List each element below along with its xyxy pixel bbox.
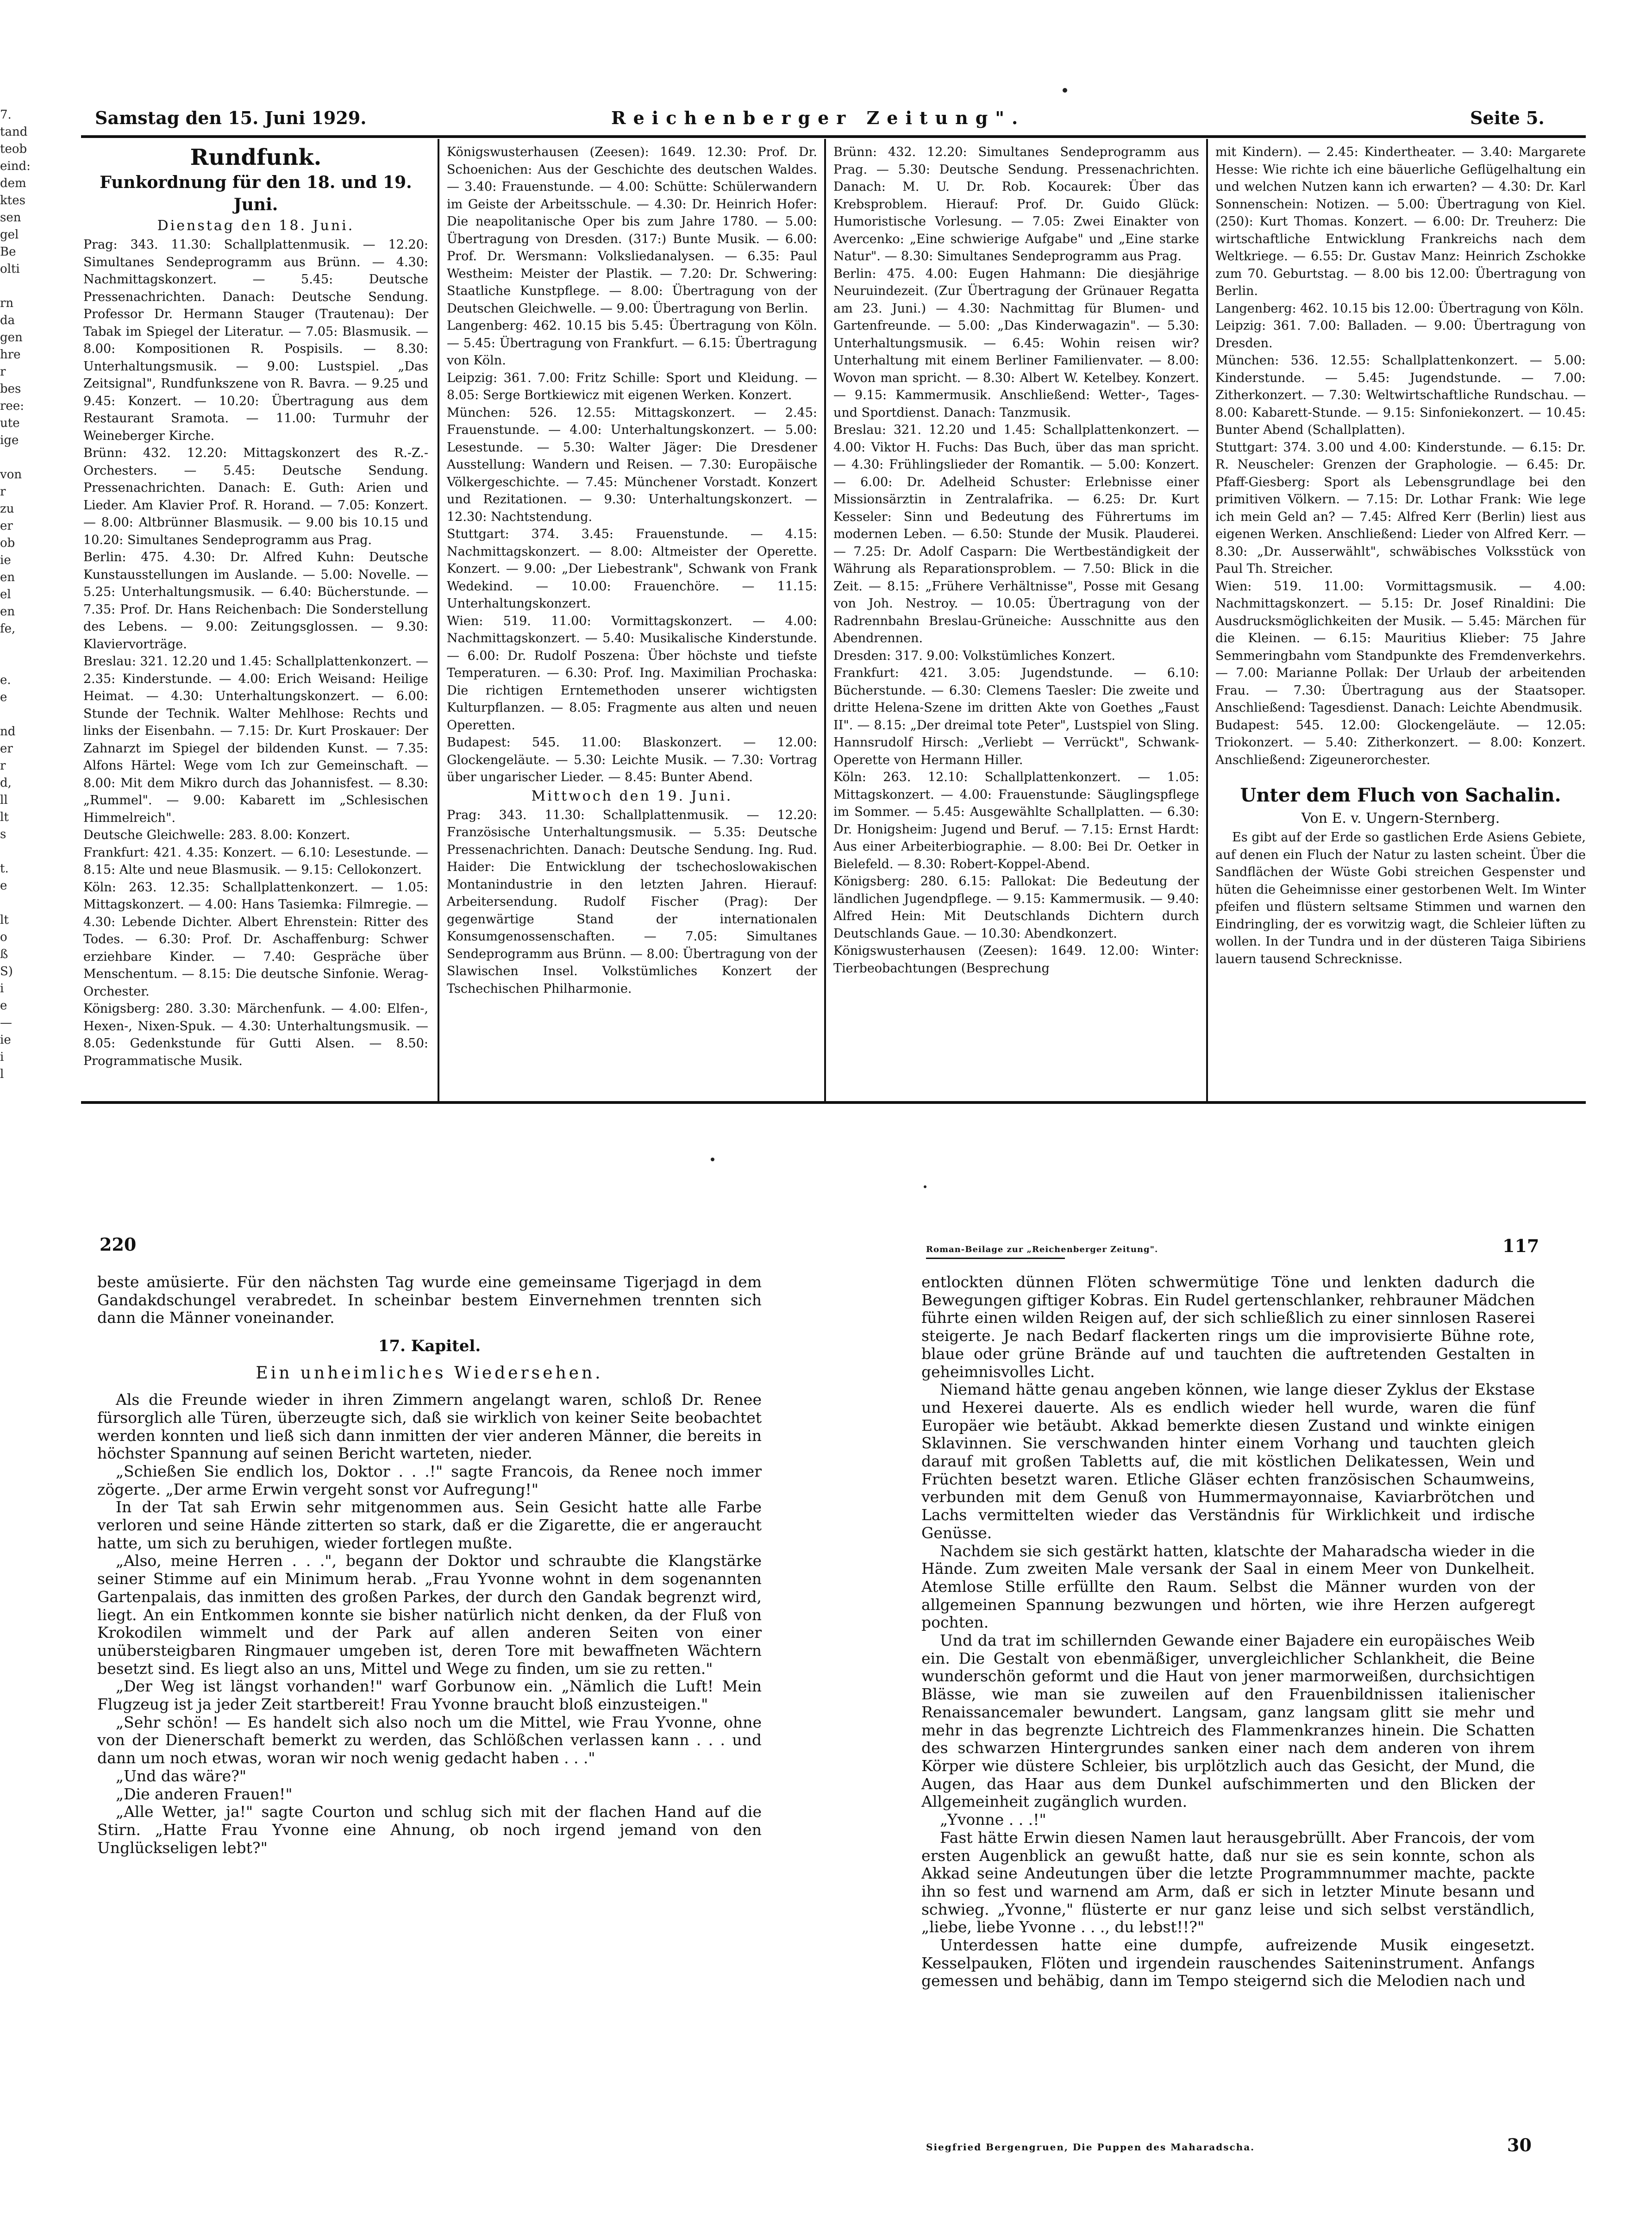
story-title: Unter dem Fluch von Sachalin. xyxy=(1240,784,1561,806)
listing-dresden-wed: Dresden: 317. 9.00: Volkstümliches Konzert. xyxy=(833,648,1116,663)
header-rule xyxy=(81,135,1586,138)
edge-fragment: ie xyxy=(0,1033,11,1047)
story-text: Es gibt auf der Erde so gastlichen Erde Asiens Gebiete, auf denen ein Fluch der Natur zu lasten scheint. Über die Sandflächen der Wüste Gobi streichen Gespenster und hüten die Geheimnisse einer gestorbenen Welt. Im Winter pfeifen und flüstern seltsame Stimmen und warnen den Eindringling, der es vorwitzig wagt, die Schleier lüften zu wollen. In der Tundra und in der düsteren Taiga Sibiriens lauern tausend Schrecknisse. xyxy=(1215,830,1586,966)
listing-berlin: Berlin: 475. 4.30: Dr. Alfred Kuhn: Deutsche Kunstausstellungen im Auslande. — 5.00: Novelle. — 5.25: Unterhaltungsmusik. — 6.40: Bücherstunde. — 7.35: Prof. Dr. Hans Reichenbach: Die Sonderstellung des Lebens. — 9.00: Zeitungsglossen. — 9.30: Klaviervorträge. xyxy=(83,550,428,651)
edge-fragment: ll xyxy=(0,793,8,807)
listing-langenberg: Langenberg: 462. 10.15 bis 5.45: Übertragung von Köln. — 5.45: Übertragung von Frankfurt. — 6.15: Übertragung von Köln. xyxy=(447,319,817,368)
column-divider-1 xyxy=(438,139,439,1101)
edge-fragment: teob xyxy=(0,142,27,156)
edge-fragment: lt xyxy=(0,913,9,927)
edge-fragment: er xyxy=(0,519,13,533)
listing-bruenn-wed: Brünn: 432. 12.20: Simultanes Sendeprogramm aus Prag. — 5.30: Deutsche Sendung. Pressenachrichten. Danach: M. U. Dr. Rob. Kocaurek: Über das Krebsproblem. Hierauf: Prof. Dr. Guido Glück: Humoristische Vorlesung. — 7.05: Zwei Einakter von Avercenko: „Eine schwierige Aufgabe" und „Eine starke Natur". — 8.30: Simultanes Sendeprogramm aus Prag. xyxy=(833,145,1199,263)
edge-fragment: tand xyxy=(0,125,28,139)
novel-left-column xyxy=(97,1273,762,2199)
novel-paragraph: entlockten dünnen Flöten schwermütige Töne und lenkten dadurch die Bewegungen giftiger Kobras. Ein Rudel gertenschlanker, rehbrauner Mädchen führte einen wilden Reigen auf, der sich schließlich zu einer sinnlosen Raserei steigerte. Je nach Bedarf flackerten rings um die improvisierte Bühne rote, blaue oder grüne Brände auf und tauchten die auftretenden Gestalten in geheimnisvolles Licht. xyxy=(921,1273,1535,1381)
edge-fragment: ute xyxy=(0,416,20,430)
edge-fragment xyxy=(0,655,11,672)
edge-fragment: rn xyxy=(0,296,14,310)
listing-frankfurt-wed: Frankfurt: 421. 3.05: Jugendstunde. — 6.10: Bücherstunde. — 6.30: Clemens Taesler: Die zweite und dritte Helena-Szene im dritten Akte von Goethes „Faust II". — 8.15: „Der dreimal tote Peter", Lustspiel von Sling. Hannsrudolf Hirsch: „Verliebt — Verrückt", Schwank-Operette von Hermann Hiller. xyxy=(833,666,1199,767)
edge-fragment: r xyxy=(0,759,6,773)
novel-left-page-number: 220 xyxy=(100,1234,137,1255)
edge-fragment: s xyxy=(0,827,6,841)
edge-fragment: — xyxy=(0,1016,12,1030)
novel-paragraph: beste amüsierte. Für den nächsten Tag wurde eine gemeinsame Tigerjagd in dem Gandakdschungel verabredet. In scheinbar bestem Einvernehmen trennten sich dann die Männer voneinander. xyxy=(97,1273,762,1327)
edge-fragment: e xyxy=(0,999,7,1013)
edge-fragment: gel xyxy=(0,228,19,242)
novel-right-page-number: 117 xyxy=(1502,1235,1539,1256)
novel-paragraph: Fast hätte Erwin diesen Namen laut herausgebrüllt. Aber Francois, der vom ersten Augenblick an gewußt hatte, daß nur sie es sein konnte, schon als Akkad seine Andeutungen über die letzte Programmnummer machte, packte ihn so fest und warnend am Arm, daß er sich in letzter Minute besann und schwieg. „Yvonne," flüsterte er nur ganz leise und sich selbst verständlich, „liebe, liebe Yvonne . . ., du lebst!!?" xyxy=(921,1828,1535,1936)
masthead: Reichenberger Zeitung". xyxy=(611,107,1026,128)
listing-leipzig: Leipzig: 361. 7.00: Fritz Schille: Sport und Kleidung. — 8.05: Serge Bortkiewicz mit eigenen Werken. Konzert. xyxy=(447,370,817,402)
column-divider-3 xyxy=(1206,139,1208,1101)
day-heading-wednesday: Mittwoch den 19. Juni. xyxy=(531,788,733,804)
edge-fragment: en xyxy=(0,605,15,619)
edge-fragment: S) xyxy=(0,965,13,978)
listing-koeln: Köln: 263. 12.35: Schallplattenkonzert. — 1.05: Mittagskonzert. — 4.00: Hans Tasiemka: Filmregie. — 4.30: Lebende Dichter. Albert Ehrenstein: Ritter des Todes. — 6.30: Prof. Dr. Aschaffenburg: Schwer erziehbare Kinder. — 7.40: Gespräche über Menschentum. — 8.15: Die deutsche Sinfonie. Werag-Orchester. xyxy=(83,880,428,999)
edge-fragment: ree: xyxy=(0,399,24,413)
day-heading-tuesday: Dienstag den 18. Juni. xyxy=(157,218,355,234)
edge-fragment: i xyxy=(0,982,4,996)
story-author: Von E. v. Ungern-Sternberg. xyxy=(1301,810,1500,827)
rundfunk-column-1 xyxy=(83,144,428,1100)
rundfunk-subtitle: Funkordnung für den 18. und 19. Juni. xyxy=(100,173,412,214)
page-number-top: Seite 5. xyxy=(1470,107,1545,128)
edge-fragment: olti xyxy=(0,262,20,276)
listing-frankfurt: Frankfurt: 421. 4.35: Konzert. — 6.10: Lesestunde. — 8.15: Alte und neue Blasmusik. — 9.15: Cellokonzert. xyxy=(83,845,428,877)
listing-wien: Wien: 519. 11.00: Vormittagskonzert. — 4.00: Nachmittagskonzert. — 5.40: Musikalische Kinderstunde. — 6.00: Dr. Rudolf Poszena: Über höchste und tiefste Temperaturen. — 6.30: Prof. Ing. Maximilian Prochaska: Die richtigen Erntemethoden unserer wichtigsten Kulturpflanzen. — 8.05: Fragmente aus alten und neuen Operetten. xyxy=(447,614,817,733)
chapter-number: 17. Kapitel. xyxy=(378,1337,481,1356)
listing-muenchen-wed: München: 536. 12.55: Schallplattenkonzert. — 5.00: Kinderstunde. — 5.45: Jugendstunde. — 7.00: Zitherkonzert. — 7.30: Weltwirtschaftliche Rundschau. — 8.00: Kabarett-Stunde. — 9.15: Sinfoniekonzert. — 10.45: Bunter Abend (Schallplatten). xyxy=(1215,353,1586,437)
print-speck xyxy=(711,1158,714,1161)
novel-footer-credit: Siegfried Bergengruen, Die Puppen des Maharadscha. xyxy=(926,2142,1255,2153)
edge-fragment: er xyxy=(0,742,13,756)
adjacent-page-edge xyxy=(0,106,31,1083)
edge-fragment: i xyxy=(0,1050,4,1064)
listing-budapest-wed: Budapest: 545. 12.00: Glockengeläute. — 12.05: Triokonzert. — 5.40: Zitherkonzert. — 8.00: Konzert. Anschließend: Zigeunerorchester. xyxy=(1215,718,1586,767)
novel-right-column xyxy=(921,1273,1535,2130)
novel-paragraph: „Schießen Sie endlich los, Doktor . . .!" sagte Francois, da Renee noch immer zögerte. „Der arme Erwin vergeht sonst vor Aufregung!" xyxy=(97,1462,762,1498)
edge-fragment xyxy=(0,843,11,860)
edge-fragment: Be xyxy=(0,245,16,259)
edge-fragment: en xyxy=(0,570,15,584)
edge-fragment: ige xyxy=(0,433,19,447)
novel-paragraph: Niemand hätte genau angeben können, wie lange dieser Zyklus der Ekstase und Hexerei dauerte. Als es endlich wieder hell wurde, waren die fünf Europäer wie betäubt. Akkad bemerkte diesen Zustand und winkte einigen Sklavinnen. Sie verschwanden hinter einem Vorhang und tauchten gleich darauf mit großen Tabletts auf, die mit köstlichen Delikatessen, Wein und Früchten besetzt waren. Etliche Gläser echten französischen Schaumweins, verbunden mit dem Genuß von Hummermayonnaise, Kaviarbrötchen und Lachs vermittelten wieder das Verständnis für Wirklichkeit und irdische Genüsse. xyxy=(921,1380,1535,1542)
edge-fragment: gen xyxy=(0,331,23,344)
edge-fragment: ob xyxy=(0,536,15,550)
edge-fragment xyxy=(0,706,11,723)
supplement-header-rule xyxy=(926,1258,1065,1259)
listing-wien-wed: Wien: 519. 11.00: Vormittagsmusik. — 4.00: Nachmittagskonzert. — 5.15: Dr. Josef Rinaldini: Die Ausdrucksmöglichkeiten der Musik. — 5.45: Märchen für die Kleinen. — 6.15: Mauritius Klieber: 75 Jahre Semmeringbahn vom Standpunkte des Fremdenverkehrs. — 7.00: Marianne Pollak: Der Urlaub der arbeitenden Frau. — 7.30: Übertragung aus der Staatsoper. Anschließend: Tagesdienst. Danach: Leichte Abendmusik. xyxy=(1215,579,1586,715)
novel-paragraph: „Der Weg ist längst vorhanden!" warf Gorbunow ein. „Nämlich die Luft! Mein Flugzeug ist ja jeder Zeit startbereit! Frau Yvonne braucht bloß einzusteigen." xyxy=(97,1677,762,1714)
rundfunk-column-4 xyxy=(1215,144,1586,1100)
listing-koenigswusterhausen-wed: Königswusterhausen (Zeesen): 1649. 12.00: Winter: Tierbeobachtungen (Besprechung xyxy=(833,944,1199,976)
edge-fragment: o xyxy=(0,930,7,944)
edge-fragment: d, xyxy=(0,776,12,790)
edge-fragment: e xyxy=(0,690,7,704)
listing-prag-wed: Prag: 343. 11.30: Schallplattenmusik. — 12.20: Französische Unterhaltungsmusik. — 5.35: Deutsche Pressenachrichten. Danach: Deutsche Sendung. Ing. Rud. Haider: Die Entwicklung der tschechoslowakischen Montanindustrie in den letzten Jahren. Hierauf: Arbeitersendung. Rudolf Fischer (Prag): Der gegenwärtige Stand der internationalen Konsumgenossenschaften. — 7.05: Simultanes Sendeprogramm aus Brünn. — 8.00: Übertragung von der Slawischen Insel. Volkstümliches Konzert der Tschechischen Philharmonie. xyxy=(447,808,817,996)
edge-fragment: ie xyxy=(0,553,11,567)
edge-fragment: e. xyxy=(0,673,11,687)
listing-budapest: Budapest: 545. 11.00: Blaskonzert. — 12.00: Glockengeläute. — 5.30: Leichte Musik. — 7.30: Vortrag über ungarischer Lieder. — 8.45: Bunter Abend. xyxy=(447,735,817,784)
edge-fragment: nd xyxy=(0,725,16,739)
novel-paragraph: „Sehr schön! — Es handelt sich also noch um die Mittel, wie Frau Yvonne, ohne von der Dienerschaft bemerkt zu werden, das Schlößchen verlassen kann . . . und dann um noch etwas, woran wir noch wenig gedacht haben . . ." xyxy=(97,1713,762,1767)
edge-fragment xyxy=(0,449,11,466)
listing-bruenn: Brünn: 432. 12.20: Mittagskonzert des R.-Z.-Orchesters. — 5.45: Deutsche Sendung. Pressenachrichten. Danach: E. Guth: Arien und Lieder. Am Klavier Prof. R. Horand. — 7.05: Konzert. — 8.00: Altbrünner Blasmusik. — 9.00 bis 10.15 und 10.20: Simultanes Sendeprogramm aus Prag. xyxy=(83,446,428,547)
bottom-rule xyxy=(81,1101,1586,1104)
chapter-title: Ein unheimliches Wiedersehen. xyxy=(256,1364,603,1383)
novel-paragraph: In der Tat sah Erwin sehr mitgenommen aus. Sein Gesicht hatte alle Farbe verloren und seine Hände zitterten so stark, daß er die Zigarette, die er angeraucht hatte, um sich zu beruhigen, wieder fortlegen mußte. xyxy=(97,1498,762,1552)
edge-fragment: bes xyxy=(0,382,21,396)
listing-gleichwelle: Deutsche Gleichwelle: 283. 8.00: Konzert. xyxy=(83,828,350,842)
edge-fragment: el xyxy=(0,588,11,601)
edge-fragment: fe, xyxy=(0,622,16,636)
listing-breslau-wed: Breslau: 321. 12.20 und 1.45: Schallplattenkonzert. — 4.00: Viktor H. Fuchs: Das Buch, über das man spricht. — 4.30: Frühlingslieder der Romantik. — 5.00: Konzert. — 6.00: Dr. Adelheid Schuster: Erlebnisse einer Missionsärztin in Zentralafrika. — 6.25: Dr. Kurt Kesseler: Sinn und Bedeutung des Führertums im modernen Leben. — 6.50: Stunde der Musik. Plauderei. — 7.25: Dr. Adolf Casparn: Die Wertbeständigkeit der Währung als Reparationsproblem. — 7.50: Blick in die Zeit. — 8.15: „Frühere Verhältnisse", Posse mit Gesang von Joh. Nestroy. — 10.05: Übertragung von der Radrennbahn Breslau-Grüneiche: Ausschnitte aus den Abendrennen. xyxy=(833,423,1199,645)
listing-muenchen: München: 526. 12.55: Mittagskonzert. — 2.45: Frauenstunde. — 4.00: Unterhaltungskonzert. — 5.00: Lesestunde. — 5.30: Walter Jäger: Die Dresdener Ausstellung: Wandern und Reisen. — 7.30: Europäische Völkergeschichte. — 7.45: Münchener Vorstadt. Konzert und Rezitationen. — 9.30: Unterhaltungskonzert. — 12.30: Nachtstendung. xyxy=(447,405,817,524)
supplement-header: Roman-Beilage zur „Reichenberger Zeitung". xyxy=(926,1245,1158,1254)
listing-stuttgart-wed: Stuttgart: 374. 3.00 und 4.00: Kinderstunde. — 6.15: Dr. R. Neuscheler: Grenzen der Graphologie. — 6.45: Dr. Pfaff-Giesberg: Sport als Lebensgrundlage bei den primitiven Völkern. — 7.15: Dr. Lothar Frank: Wie lege ich mein Geld an? — 7.45: Alfred Kerr (Berlin) liest aus eigenen Werken. Anschließend: Lieder von Alfred Kerr. — 8.30: „Dr. Ausserwählt", schwäbisches Volksstück von Paul Th. Streicher. xyxy=(1215,440,1586,576)
novel-paragraph: Nachdem sie sich gestärkt hatten, klatschte der Maharadscha wieder in die Hände. Zum zweiten Male versank der Saal in einem Meer von Dunkelheit. Atemlose Stille erfüllte den Raum. Selbst die Männer wurden von der allgemeinen Spannung bezwungen und hörten, wie ihre Herzen aufgeregt pochten. xyxy=(921,1541,1535,1632)
print-speck xyxy=(924,1185,926,1188)
novel-paragraph: „Also, meine Herren . . .", begann der Doktor und schraubte die Klangstärke seiner Stimme auf ein Minimum herab. „Frau Yvonne wohnt in dem sogenannten Gartenpalais, das inmitten des großen Parkes, der durch den Gandak begrenzt wird, liegt. An ein Entkommen konnte sie bisher natürlich nicht denken, da der Fluß von Krokodilen wimmelt und der Park auf allen anderen Seiten von einer unübersteigbaren Ringmauer umgeben ist, deren Tore mit bewaffneten Wächtern besetzt sind. Es liegt also an uns, Mittel und Wege zu finden, um sie zu retten." xyxy=(97,1552,762,1678)
novel-paragraph: Unterdessen hatte eine dumpfe, aufreizende Musik eingesetzt. Kesselpauken, Flöten und irgendein rauschendes Saiteninstrument. Anfangs gemessen und behäbig, dann im Tempo steigernd sich die Melodien nach und xyxy=(921,1936,1535,1990)
edge-fragment: 7. xyxy=(0,108,12,122)
column-divider-2 xyxy=(824,139,826,1101)
listing-breslau: Breslau: 321. 12.20 und 1.45: Schallplattenkonzert. — 2.35: Kinderstunde. — 4.00: Erich Weisand: Heilige Heimat. — 4.30: Unterhaltungskonzert. — 6.00: Stunde der Technik. Walter Mehlhose: Rechts und links der Eisenbahn. — 7.15: Dr. Kurt Proskauer: Der Zahnarzt im Spiegel der bildenden Kunst. — 7.35: Alfons Härtel: Wege vom Ich zur Gemeinschaft. — 8.00: Mit dem Mikro durch das Johannisfest. — 8.30: „Rummel". — 9.00: Kabarett im „Schlesischen Himmelreich". xyxy=(83,654,428,825)
edge-fragment: eind: xyxy=(0,159,31,173)
edge-fragment xyxy=(0,278,11,295)
listing-koenigswusterhausen: Königswusterhausen (Zeesen): 1649. 12.30: Prof. Dr. Schoenichen: Aus der Geschichte des deutschen Waldes. — 3.40: Frauenstunde. — 4.00: Schütte: Schülerwandern im Geiste der Arbeitsschule. — 4.30: Dr. Heinrich Hofer: Die neapolitanische Oper bis zum Jahre 1780. — 5.00: Übertragung von Dresden. (317:) Bunte Musik. — 6.00: Prof. Dr. Wersmann: Volksliedanalysen. — 6.35: Paul Westheim: Meister der Plastik. — 7.20: Dr. Schwering: Staatliche Kunstpflege. — 8.00: Übertragung von der Deutschen Gleichwelle. — 9.00: Übertragung von Berlin. xyxy=(447,145,817,316)
rundfunk-column-3 xyxy=(833,144,1199,1100)
listing-koenigsberg-wed: Königsberg: 280. 6.15: Pallokat: Die Bedeutung der ländlichen Jugendpflege. — 9.15: Kammermusik. — 9.40: Alfred Hein: Mit Deutschlands Dichtern durch Deutschlands Gaue. — 10.30: Abendkonzert. xyxy=(833,874,1199,941)
listing-langenberg-wed: Langenberg: 462. 10.15 bis 12.00: Übertragung von Köln. xyxy=(1215,301,1584,316)
rundfunk-title: Rundfunk. xyxy=(190,144,322,170)
rundfunk-column-2 xyxy=(447,144,817,1100)
print-speck xyxy=(1063,88,1067,93)
novel-paragraph: „Yvonne . . .!" xyxy=(940,1810,1046,1829)
listing-koenigsberg: Königsberg: 280. 3.30: Märchenfunk. — 4.00: Elfen-, Hexen-, Nixen-Spuk. — 4.30: Unterhaltungsmusik. — 8.05: Gedenkstunde für Gutti Alsen. — 8.50: Programmatische Musik. xyxy=(83,1002,428,1068)
edge-fragment: von xyxy=(0,468,22,482)
edge-fragment xyxy=(0,895,11,912)
edge-fragment: e xyxy=(0,879,7,893)
listing-berlin-wed: Berlin: 475. 4.00: Eugen Hahmann: Die diesjährige Neuruindezeit. (Zur Übertragung der Grünauer Regatta am 23. Juni.) — 4.30: Nachmittag für Blumen- und Gartenfreunde. — 5.00: „Das Kinderwagazin". — 5.30: Unterhaltungsmusik. — 6.45: Wohin reisen wir? Unterhaltung mit einem Berliner Familienvater. — 8.00: Wovon man spricht. — 8.30: Albert W. Ketelbey. Konzert. — 9.15: Kammermusik. Anschließend: Wetter-, Tages- und Sportdienst. Danach: Tanzmusik. xyxy=(833,266,1199,420)
novel-paragraph: „Die anderen Frauen!" xyxy=(116,1785,293,1803)
edge-fragment: sen xyxy=(0,211,21,225)
novel-signature-number: 30 xyxy=(1507,2135,1532,2155)
novel-paragraph: Als die Freunde wieder in ihren Zimmern angelangt waren, schloß Dr. Renee fürsorglich alle Türen, überzeugte sich, daß sie wirklich von keiner Seite beobachtet werden konnten und ließ sich dann inmitten der vier anderen Männer, die bereits in höchster Spannung auf seinen Bericht warteten, nieder. xyxy=(97,1390,762,1463)
edge-fragment: t. xyxy=(0,862,9,876)
edge-fragment: hre xyxy=(0,348,21,362)
edge-fragment: r xyxy=(0,365,6,379)
listing-leipzig-wed: Leipzig: 361. 7.00: Balladen. — 9.00: Übertragung von Dresden. xyxy=(1215,319,1586,351)
novel-paragraph: Und da trat im schillernden Gewande einer Bajadere ein europäisches Weib ein. Die Gestalt von ebenmäßiger, unvergleichlicher Schlankheit, die Beine wunderschön geformt und die Haut von jener marmorweißen, durchsichtigen Blässe, wie man sie zuweilen auf den Frauenbildnissen italienischer Renaissancemaler bewundert. Langsam, ganz langsam glitt sie mehr und mehr in das begrenzte Lichtreich des Flammenkranzes hinein. Die Schatten des schwarzen Hintergrundes sanken einer nach dem anderen von ihrem Körper wie düstere Schleier, bis urplötzlich auch das Gesicht, der Mund, die Augen, das Haar aus dem Dunkel aufschimmerten und den Blicken der Allgemeinheit zugänglich wurden. xyxy=(921,1631,1535,1811)
edge-fragment: ß xyxy=(0,947,8,961)
edge-fragment xyxy=(0,638,11,655)
edge-fragment: ktes xyxy=(0,194,25,207)
novel-paragraph: „Alle Wetter, ja!" sagte Courton und schlug sich mit der flachen Hand auf die Stirn. „Hatte Frau Yvonne eine Ahnung, ob noch irgend jemand von den Unglückseligen lebt?" xyxy=(97,1803,762,1857)
edge-fragment: zu xyxy=(0,502,14,516)
listing-prag: Prag: 343. 11.30: Schallplattenmusik. — 12.20: Simultanes Sendeprogramm aus Brünn. — 4.30: Nachmittagskonzert. — 5.45: Deutsche Pressenachrichten. Danach: Deutsche Sendung. Professor Dr. Hermann Stauger (Trautenau): Der Tabak im Spiegel der Literatur. — 7.05: Blasmusik. — 8.00: Kompositionen R. Pospisils. — 8.30: Unterhaltungsmusik. — 9.00: Lustspiel. „Das Zeitsignal", Rundfunkszene von R. Bavra. — 9.25 und 9.45: Konzert. — 10.20: Übertragung aus dem Restaurant Sramota. — 11.00: Turmuhr der Weineberger Kirche. xyxy=(83,238,428,443)
edge-fragment: dem xyxy=(0,176,26,190)
listing-stuttgart: Stuttgart: 374. 3.45: Frauenstunde. — 4.15: Nachmittagskonzert. — 8.00: Altmeister der Operette. Konzert. — 9.00: „Der Liebestrank", Schwank von Frank Wedekind. — 10.00: Frauenchöre. — 11.15: Unterhaltungskonzert. xyxy=(447,527,817,611)
listing-kw-continued: mit Kindern). — 2.45: Kindertheater. — 3.40: Margarete Hesse: Wie richte ich eine bäuerliche Geflügelhaltung ein und welchen Nutzen kann ich erwarten? — 4.30: Dr. Karl Sonnenschein: Notizen. — 5.00: Übertragung von Kiel. (250): Kurt Thomas. Konzert. — 6.00: Dr. Treuherz: Die wirtschaftliche Entwicklung Frankreichs nach dem Weltkriege. — 6.55: Dr. Gustav Manz: Heinrich Zschokke zum 70. Geburtstag. — 8.00 bis 12.00: Übertragung von Berlin. xyxy=(1215,145,1586,298)
edge-fragment: r xyxy=(0,485,6,499)
edge-fragment: da xyxy=(0,313,15,327)
edge-fragment: l xyxy=(0,1067,4,1081)
listing-koeln-wed: Köln: 263. 12.10: Schallplattenkonzert. — 1.05: Mittagskonzert. — 4.00: Frauenstunde: Säuglingspflege im Sommer. — 5.45: Ausgewählte Schallplatten. — 6.30: Dr. Honigsheim: Jugend und Beruf. — 7.15: Ernst Hardt: Aus einer Arbeiterbiographie. — 8.00: Bei Dr. Oetker in Bielefeld. — 8.30: Robert-Koppel-Abend. xyxy=(833,770,1199,871)
novel-paragraph: „Und das wäre?" xyxy=(116,1766,247,1785)
edge-fragment: lt xyxy=(0,810,9,824)
issue-date: Samstag den 15. Juni 1929. xyxy=(95,107,367,128)
